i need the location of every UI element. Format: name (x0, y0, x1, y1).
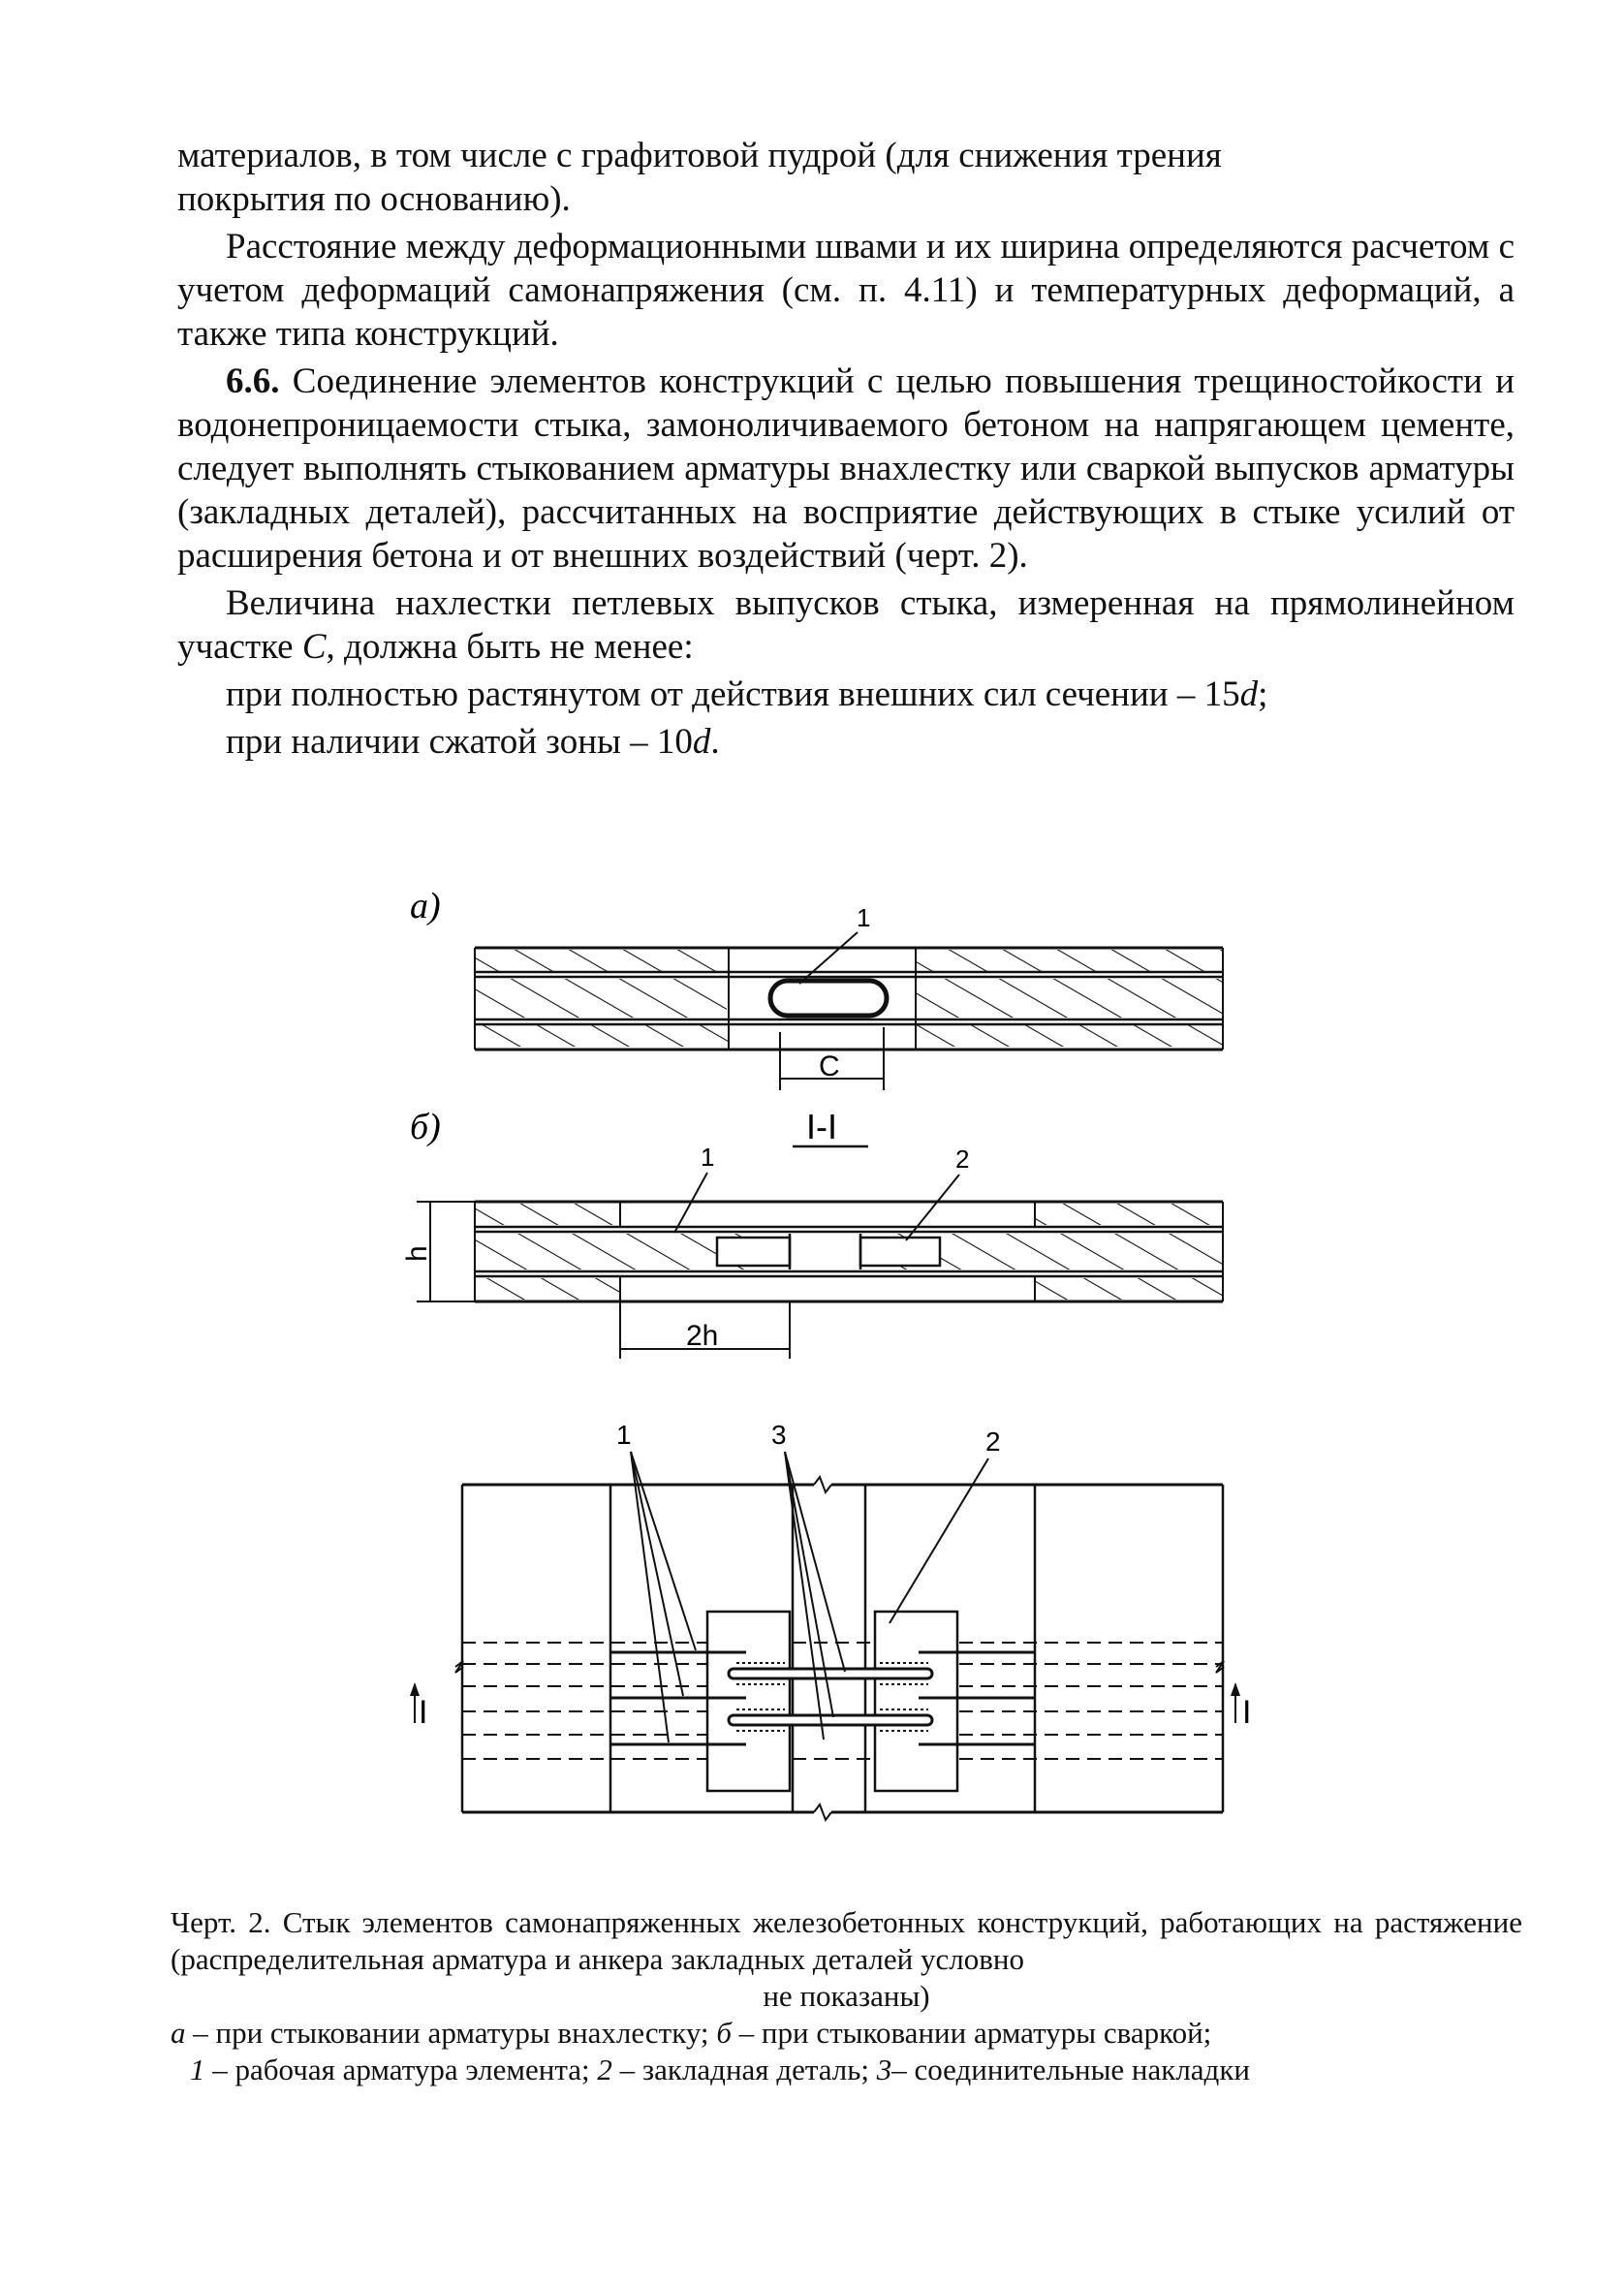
paragraph-4-text-b: , должна быть не менее: (326, 627, 694, 667)
figure-2-drawing (0, 872, 1624, 1861)
legend-key-b: б (716, 2016, 732, 2050)
callout-3-plan: 3 (771, 1420, 787, 1450)
body-text (177, 134, 1515, 764)
label-b: б) (410, 1107, 441, 1147)
section-b (401, 1143, 1223, 1359)
dimension-c: C (819, 1050, 840, 1082)
section-mark-left: I (419, 1694, 428, 1731)
legend-key-3: 3 (876, 2053, 892, 2086)
legend-key-2: 2 (597, 2053, 612, 2086)
paragraph-2: Расстояние между деформационными швами и их ширина определяются расчетом с учетом деформаций самонапряжения (см. п. 4.11) и температурных деформаций, а также типа конструкций. (177, 227, 1515, 354)
paragraph-6-end: . (710, 722, 720, 762)
legend-text-3: – соединительные накладки (891, 2053, 1250, 2086)
paragraph-4-text-a: Величина нахлестки петлевых выпусков стыка, измеренная на прямолинейном участке (177, 583, 1515, 667)
legend-text-b: – при стыковании арматуры сваркой; (731, 2016, 1212, 2050)
clause-number: 6.6. (226, 361, 280, 401)
legend-key-a: а (171, 2016, 186, 2050)
dimension-h: h (401, 1245, 433, 1262)
symbol-d: d (692, 722, 711, 762)
paragraph-1-line-2: покрытия по основанию). (177, 179, 571, 219)
caption-line-2: не показаны) (763, 1979, 930, 2013)
symbol-c: C (301, 627, 327, 667)
paragraph-3 (177, 360, 1515, 578)
section-label-i-i: I-I (806, 1107, 837, 1146)
section-mark-right: I (1242, 1694, 1252, 1731)
paragraph-3-text: Соединение элементов конструкций с целью повышения трещиностойкости и водонепроницаемости стыка, замоноличиваемого бетоном на напрягающем цементе, следует выполнять стыкованием арматуры внахлестку или сваркой выпусков арматуры (закладных деталей), рассчитанных на восприятие действующих в стыке усилий от расширения бетона и от внешних воздействий (черт. 2). (177, 361, 1515, 576)
paragraph-5-end: ; (1258, 674, 1268, 714)
legend-text-1: – рабочая арматура элемента; (204, 2053, 598, 2086)
legend-key-1: 1 (190, 2053, 205, 2086)
dimension-2h: 2h (686, 1320, 719, 1352)
paragraph-6-text: при наличии сжатой зоны – 10 (226, 722, 693, 762)
paragraph-5 (177, 673, 1515, 716)
paragraph-4 (177, 581, 1515, 669)
callout-1-b: 1 (701, 1143, 715, 1172)
caption-line-1: Черт. 2. Стык элементов самонапряженных железобетонных конструкций, работающих на растяжение (распределительная арматура и анкера закладных деталей условно (171, 1905, 1522, 1976)
callout-2-b: 2 (955, 1144, 970, 1174)
paragraph-1-line-1: материалов, в том числе с графитовой пудрой (для снижения трения (177, 136, 1222, 175)
caption-legend-123 (171, 2052, 1522, 2088)
legend-text-a: – при стыковании арматуры внахлестку; (185, 2016, 717, 2050)
section-a (475, 903, 1223, 1090)
paragraph-6 (177, 720, 1515, 764)
figure-caption (171, 1904, 1522, 2088)
legend-text-2: – закладная деталь; (611, 2053, 877, 2086)
paragraph-5-text: при полностью растянутом от действия внешних сил сечении – 15 (226, 674, 1240, 714)
symbol-d: d (1239, 674, 1259, 714)
callout-1-a: 1 (857, 903, 871, 932)
plan-view (410, 1420, 1251, 1820)
caption-legend-ab (171, 2015, 1522, 2052)
label-a: а) (410, 886, 441, 926)
callout-1-plan: 1 (616, 1420, 632, 1450)
callout-2-plan: 2 (985, 1427, 1001, 1457)
